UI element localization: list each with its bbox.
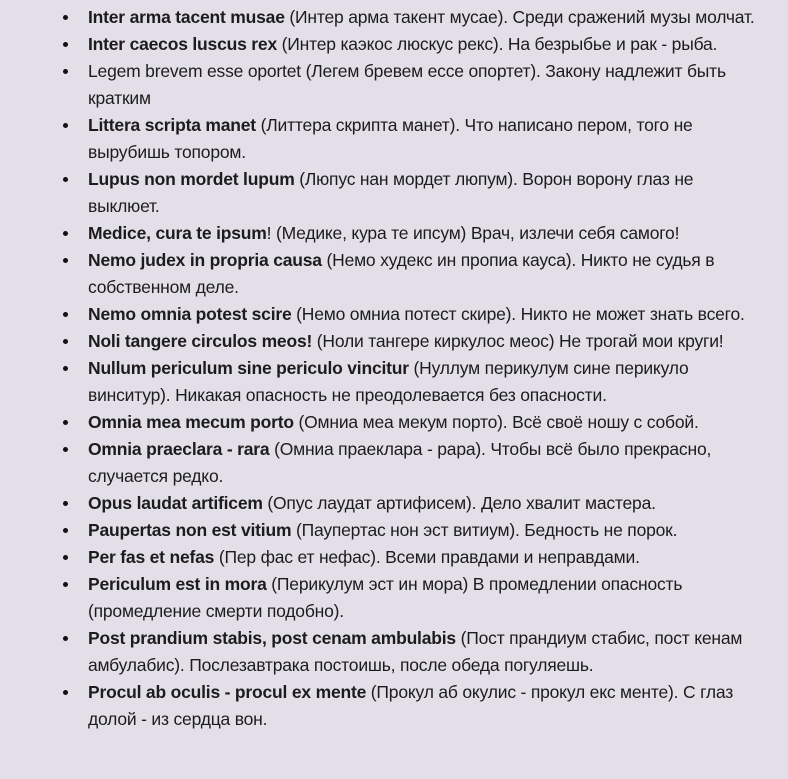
latin-phrase: Post prandium stabis, post cenam ambulabis [88,628,456,648]
latin-phrase: Nullum periculum sine periculo vincitur [88,358,409,378]
item-transliteration-translation: (Интер каэкос люскус рекс). На безрыбье и рак - рыба. [276,34,718,54]
item-transliteration-translation: (Пер фас ет нефас). Всеми правдами и неправдами. [214,547,640,567]
list-item [62,166,760,220]
list-item [62,679,760,733]
latin-phrase: Nemo omnia potest scire [88,304,292,324]
bullet-icon [63,501,68,506]
list-item [62,355,760,409]
list-item [62,328,760,355]
bullet-icon [63,420,68,425]
list-item [62,571,760,625]
bullet-icon [63,42,68,47]
item-transliteration-translation: (Немо худекс ин пропиа кауса). Никто не судья в собственном деле. [88,250,715,297]
bullet-icon [63,69,68,74]
latin-phrase: Lupus non mordet lupum [88,169,295,189]
list-item [62,490,760,517]
bullet-icon [63,231,68,236]
item-transliteration-translation: (Пост прандиум стабис, пост кенам амбулабис). Послезавтрака постоишь, после обеда погуляешь. [88,628,743,675]
list-item [62,220,760,247]
list-item [62,625,760,679]
latin-phrase: Procul ab oculis - procul ex mente [88,682,367,702]
bullet-icon [63,15,68,20]
bullet-icon [63,447,68,452]
latin-phrase: Inter caecos luscus rex [88,34,277,54]
list-item [62,517,760,544]
list-item [62,112,760,166]
list-item [62,544,760,571]
item-transliteration-translation: (Немо омниа потест скире). Никто не может знать всего. [291,304,745,324]
latin-phrase: Littera scripta manet [88,115,256,135]
item-transliteration-translation: (Ноли тангере киркулос меос) Не трогай мои круги! [312,331,724,351]
latin-phrase: Legem brevem esse oportet [88,61,301,81]
item-transliteration-translation: (Люпус нан мордет люпум). Ворон ворону глаз не выклюет. [88,169,694,216]
latin-phrase: Inter arma tacent musae [88,7,285,27]
item-transliteration-translation: (Нуллум перикулум сине перикуло винситур). Никакая опасность не преодолевается без опасности. [88,358,689,405]
latin-phrase: Per fas et nefas [88,547,215,567]
item-transliteration-translation: (Литтера скрипта манет). Что написано пером, того не вырубишь топором. [88,115,693,162]
bullet-icon [63,123,68,128]
bullet-icon [63,177,68,182]
latin-phrase: Nemo judex in propria causa [88,250,322,270]
bullet-icon [63,582,68,587]
list-item [62,247,760,301]
latin-phrase: Omnia praeclara - rara [88,439,270,459]
bullet-icon [63,312,68,317]
latin-phrase: Periculum est in mora [88,574,267,594]
latin-phrase: Omnia mea mecum porto [88,412,294,432]
bullet-icon [63,258,68,263]
latin-phrase: Opus laudat artificem [88,493,263,513]
bullet-icon [63,528,68,533]
latin-phrase: Noli tangere circulos meos! [88,331,313,351]
latin-phrase: Medice, cura te ipsum [88,223,267,243]
item-transliteration-translation: (Легем бревем ессе опортет). Закону надлежит быть кратким [88,61,726,108]
list-item [62,58,760,112]
item-transliteration-translation: (Прокул аб окулис - прокул екс менте). С глаз долой - из сердца вон. [88,682,734,729]
item-transliteration-translation: (Омниа меа мекум порто). Всё своё ношу с собой. [293,412,699,432]
item-transliteration-translation: (Интер арма такент мусае). Среди сражений музы молчат. [284,7,755,27]
latin-phrase: Paupertas non est vitium [88,520,292,540]
bullet-icon [63,366,68,371]
list-item [62,4,760,31]
list-item [62,301,760,328]
item-transliteration-translation: (Омниа праеклара - рара). Чтобы всё было прекрасно, случается редко. [88,439,712,486]
item-transliteration-translation: ! (Медике, кура те ипсум) Врач, излечи себя самого! [266,223,680,243]
list-item [62,31,760,58]
bullet-icon [63,636,68,641]
list-item [62,409,760,436]
item-transliteration-translation: (Паупертас нон эст витиум). Бедность не порок. [291,520,678,540]
item-transliteration-translation: (Опус лаудат артифисем). Дело хвалит мастера. [262,493,656,513]
bullet-icon [63,555,68,560]
bullet-icon [63,339,68,344]
bullet-icon [63,690,68,695]
list-item [62,436,760,490]
item-transliteration-translation: (Перикулум эст ин мора) В промедлении опасность (промедление смерти подобно). [88,574,683,621]
